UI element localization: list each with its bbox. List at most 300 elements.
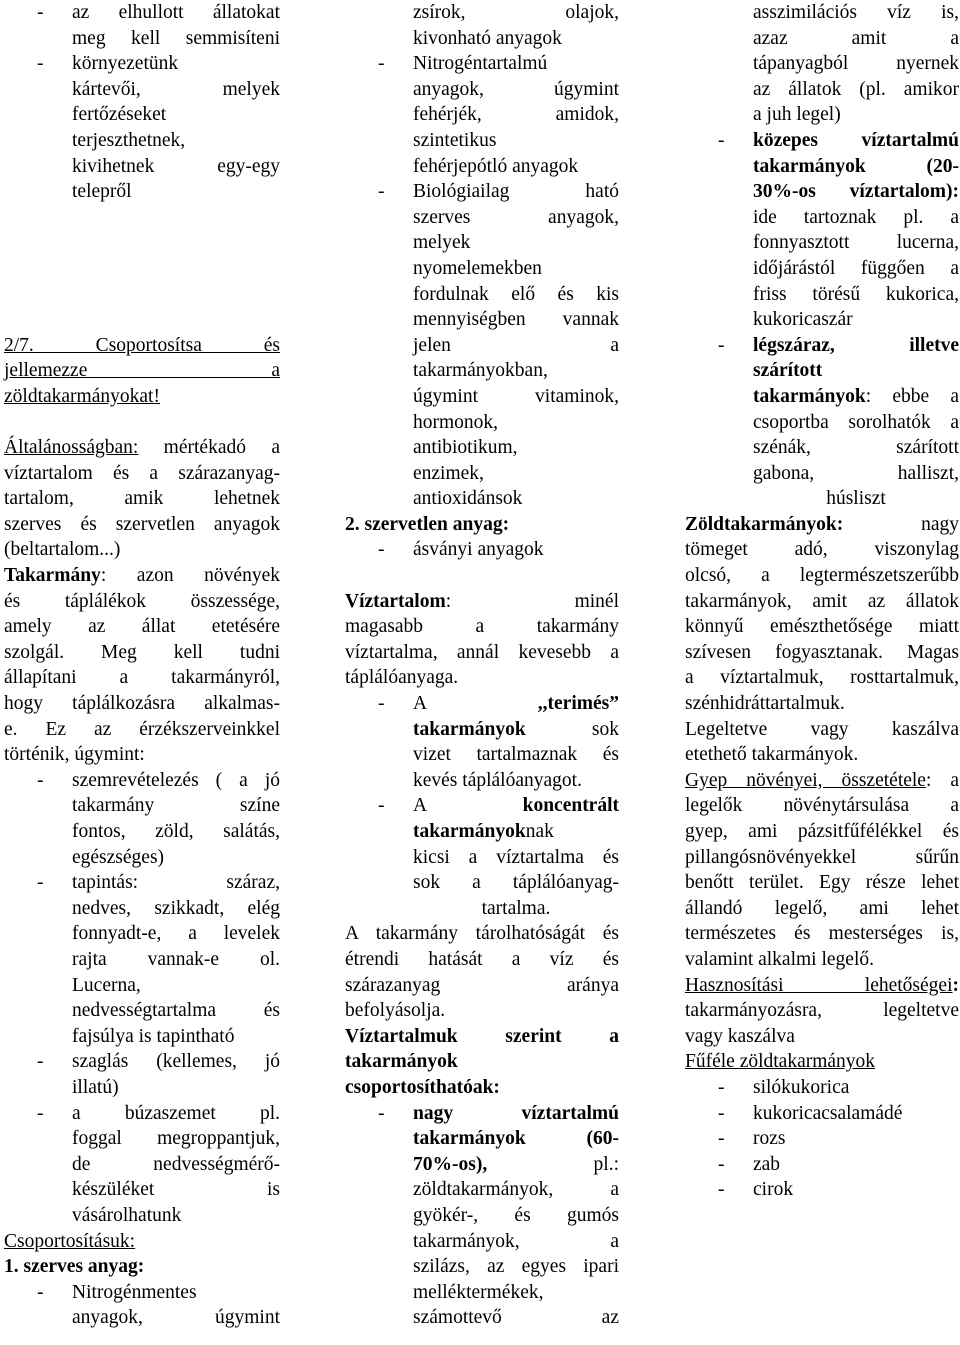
line-text: kevés táplálóanyagot.: [413, 769, 582, 791]
bullet-dash: -: [378, 181, 385, 203]
list-item-line: [685, 1101, 959, 1127]
text-line: [345, 665, 619, 691]
line-text: (beltartalom...): [4, 539, 121, 561]
text-line: [345, 435, 619, 461]
text-line: [345, 896, 619, 922]
text-line: [685, 973, 959, 999]
blank-line: [345, 563, 619, 589]
text-line: [685, 589, 959, 615]
text-line: [685, 179, 959, 205]
line-text: jelen a: [413, 334, 619, 356]
line-text: közepes víztartalmú: [753, 129, 959, 151]
line-text: fordulnak elő és kis: [413, 283, 619, 305]
line-text: tartalma.: [481, 897, 551, 919]
text-line: [685, 256, 959, 282]
line-text: Fűféle zöldtakarmányok: [685, 1051, 876, 1073]
line-text: telepről: [72, 181, 132, 203]
line-text: cirok: [753, 1179, 794, 1201]
list-item-line: [685, 1126, 959, 1152]
text-line: [4, 154, 280, 180]
line-text: zöldtakarmányokat!: [4, 385, 160, 407]
line-text: környezetünk: [72, 53, 179, 75]
bullet-dash: -: [378, 693, 385, 715]
line-text: jellemezze a: [4, 360, 280, 382]
text-line: [4, 435, 280, 461]
text-line: [4, 512, 280, 538]
line-text: zsírok, olajok,: [413, 2, 619, 23]
text-line: [685, 742, 959, 768]
line-text: takarmányok (20-: [753, 155, 959, 177]
line-text: Lucerna,: [72, 974, 141, 996]
text-line: [4, 742, 280, 768]
line-text: Hasznosítási lehetőségei:: [685, 974, 959, 996]
bullet-dash: -: [718, 1179, 725, 1201]
line-text: Csoportosításuk:: [4, 1230, 136, 1252]
line-text: silókukorica: [753, 1076, 850, 1098]
text-line: [685, 461, 959, 487]
list-item-line: [345, 537, 619, 563]
text-line: [685, 614, 959, 640]
line-text: azaz amit a: [753, 27, 959, 49]
text-line: [345, 717, 619, 743]
text-line: [345, 26, 619, 52]
line-text: 1. szerves anyag:: [4, 1256, 145, 1278]
text-line: [685, 947, 959, 973]
list-item-line: [4, 1049, 280, 1075]
line-text: enzimek,: [413, 462, 484, 484]
line-text: takarmányok: ebbe a: [753, 385, 959, 407]
line-text: rozs: [753, 1128, 786, 1150]
line-text: takarmány színe: [72, 795, 280, 817]
line-text: sok a táplálóanyag-: [413, 872, 619, 894]
list-item-line: [685, 128, 959, 154]
line-text: olcsó, a legtermészetszerűbb: [685, 565, 959, 587]
line-text: gabona, halliszt,: [753, 462, 959, 484]
line-text: fonnyadt-e, a levelek: [72, 923, 280, 945]
bullet-dash: -: [37, 769, 44, 791]
line-text: Víztartalmuk szerint a: [345, 1025, 619, 1047]
line-text: takarmányok: [345, 1051, 458, 1073]
line-text: benőtt terület. Egy része lehet: [685, 872, 959, 894]
text-line: [345, 77, 619, 103]
line-text: magasabb a takarmány: [345, 616, 619, 638]
list-item-line: [4, 1101, 280, 1127]
line-text: e. Ez az érzékszerveinkkel: [4, 718, 280, 740]
text-line: [685, 410, 959, 436]
text-line: [685, 921, 959, 947]
text-line: [4, 845, 280, 871]
bullet-dash: -: [718, 1153, 725, 1175]
text-line: [4, 1177, 280, 1203]
line-text: készüléket is: [72, 1179, 280, 1201]
line-text: meg kell semmisíteni: [72, 27, 280, 49]
bullet-dash: -: [378, 1102, 385, 1124]
text-line: [4, 793, 280, 819]
line-text: állapítani a takarmányról,: [4, 667, 280, 689]
line-text: egészséges): [72, 846, 165, 868]
text-column-left: [4, 0, 280, 1331]
text-line: [685, 282, 959, 308]
text-line: [345, 1126, 619, 1152]
line-text: fonnyasztott lucerna,: [753, 232, 959, 254]
bullet-dash: -: [37, 1051, 44, 1073]
list-item-line: [685, 1177, 959, 1203]
bullet-dash: -: [378, 53, 385, 75]
text-line: [4, 26, 280, 52]
text-line: [4, 1126, 280, 1152]
line-text: foggal megroppantjuk,: [72, 1128, 280, 1150]
line-text: Takarmány: azon növények: [4, 565, 280, 587]
text-line: [4, 819, 280, 845]
text-line: [345, 333, 619, 359]
text-line: [345, 307, 619, 333]
line-text: 2/7. Csoportosítsa és: [4, 334, 280, 356]
bullet-dash: -: [37, 53, 44, 75]
text-line: [4, 537, 280, 563]
text-line: [4, 947, 280, 973]
list-item-line: [4, 1280, 280, 1306]
line-text: takarmányok, a: [413, 1230, 619, 1252]
text-line: [685, 205, 959, 231]
text-line: [4, 1305, 280, 1331]
text-line: [685, 819, 959, 845]
line-text: fontos, zöld, salátás,: [72, 821, 280, 842]
blank-line: [4, 256, 280, 282]
line-text: vizet tartalmaznak és: [413, 744, 619, 766]
line-text: takarmányok sok: [413, 718, 619, 740]
line-text: vagy kaszálva: [685, 1025, 795, 1047]
line-text: úgymint vitaminok,: [413, 385, 619, 407]
text-line: [4, 1024, 280, 1050]
text-line: [4, 384, 280, 410]
line-text: takarmányoknak: [413, 821, 554, 842]
bullet-dash: -: [718, 1076, 725, 1098]
line-text: ásványi anyagok: [413, 539, 544, 561]
line-text: szívesen fogyasztanak. Magas: [685, 641, 959, 663]
line-text: gyep, ami pázsitfűfélékkel és: [685, 821, 959, 842]
text-line: [685, 486, 959, 512]
text-line: [4, 461, 280, 487]
line-text: A ,,terimés”: [413, 693, 619, 715]
line-text: időjárástól függően a: [753, 257, 959, 279]
text-line: [4, 998, 280, 1024]
line-text: Biológiailag ható: [413, 181, 619, 203]
text-line: [685, 1024, 959, 1050]
text-line: [685, 358, 959, 384]
line-text: nedves, szikkadt, elég: [72, 897, 280, 919]
line-text: etethető takarmányok.: [685, 744, 859, 766]
line-text: kártevői, melyek: [72, 78, 280, 100]
line-text: táplálóanyaga.: [345, 667, 459, 689]
line-text: de nedvességmérő-: [72, 1153, 280, 1175]
text-line: [345, 921, 619, 947]
text-column-right: [685, 0, 959, 1203]
bullet-dash: -: [37, 872, 44, 894]
blank-line: [4, 410, 280, 436]
line-text: állandó legelő, ami lehet: [685, 897, 959, 919]
text-line: [345, 282, 619, 308]
line-text: kicsi a víztartalma és: [413, 846, 619, 868]
line-text: takarmányok (60-: [413, 1128, 619, 1150]
bullet-dash: -: [718, 1102, 725, 1124]
list-item-line: [685, 1152, 959, 1178]
line-text: az elhullott állatokat: [72, 2, 280, 23]
line-text: szénhidráttartalmuk.: [685, 693, 845, 715]
line-text: mennyiségben vannak: [413, 309, 619, 331]
text-line: [345, 128, 619, 154]
line-text: szemrevételezés ( a jó: [72, 769, 280, 791]
text-line: [345, 742, 619, 768]
text-line: [685, 435, 959, 461]
line-text: számottevő az: [413, 1307, 619, 1329]
line-text: gyökér-, és gumós: [413, 1204, 619, 1226]
text-line: [685, 537, 959, 563]
line-text: természetes és mesterséges is,: [685, 923, 959, 945]
text-line: [345, 256, 619, 282]
line-text: légszáraz, illetve: [753, 334, 959, 356]
text-line: [685, 870, 959, 896]
line-text: szilázs, az egyes ipari: [413, 1256, 619, 1278]
line-text: történik, úgymint:: [4, 744, 145, 766]
text-line: [4, 179, 280, 205]
text-line: [685, 26, 959, 52]
text-line: [685, 512, 959, 538]
text-line: [345, 1254, 619, 1280]
line-text: szaglás (kellemes, jó: [72, 1051, 280, 1073]
text-line: [4, 77, 280, 103]
bullet-dash: -: [37, 1102, 44, 1124]
text-line: [4, 717, 280, 743]
line-text: kukoricacsalamádé: [753, 1102, 903, 1124]
line-text: A koncentrált: [413, 795, 619, 817]
bullet-dash: -: [378, 795, 385, 817]
line-text: kivihetnek egy-egy: [72, 155, 280, 177]
text-line: [4, 973, 280, 999]
line-text: szárított: [753, 360, 823, 382]
text-line: [345, 384, 619, 410]
bullet-dash: -: [37, 2, 44, 23]
text-line: [685, 563, 959, 589]
text-line: [345, 205, 619, 231]
line-text: nyomelemekben: [413, 257, 542, 279]
line-text: tartalom, amik lehetnek: [4, 488, 280, 510]
text-line: [4, 691, 280, 717]
line-text: 70%-os), pl.:: [413, 1153, 619, 1175]
text-column-middle: [345, 0, 619, 1331]
line-text: tapintás: száraz,: [72, 872, 280, 894]
text-line: [4, 665, 280, 691]
text-line: [345, 614, 619, 640]
text-line: [685, 998, 959, 1024]
text-line: [345, 973, 619, 999]
line-text: takarmányok, amit az állatok: [685, 590, 959, 612]
line-text: könnyű emészthetősége miatt: [685, 616, 959, 638]
line-text: szintetikus: [413, 129, 497, 151]
line-text: a juh legel): [753, 104, 841, 126]
line-text: friss törésű kukorica,: [753, 283, 959, 305]
line-text: étrendi hatását a víz és: [345, 948, 619, 970]
text-line: [4, 102, 280, 128]
list-item-line: [4, 768, 280, 794]
line-text: anyagok, úgymint: [72, 1307, 280, 1329]
bullet-dash: -: [718, 129, 725, 151]
bullet-dash: -: [378, 539, 385, 561]
text-line: [685, 77, 959, 103]
text-line: [685, 717, 959, 743]
line-text: hogy táplálkozásra alkalmas-: [4, 693, 280, 715]
text-line: [345, 819, 619, 845]
text-line: [345, 410, 619, 436]
text-line: [685, 307, 959, 333]
line-text: szerves és szervetlen anyagok: [4, 513, 280, 535]
text-line: [4, 1075, 280, 1101]
text-line: [685, 1049, 959, 1075]
list-item-line: [345, 1101, 619, 1127]
text-line: [345, 1177, 619, 1203]
line-text: 2. szervetlen anyag:: [345, 513, 510, 535]
list-item-line: [345, 179, 619, 205]
line-text: illatú): [72, 1076, 119, 1098]
blank-line: [4, 307, 280, 333]
text-line: [345, 1280, 619, 1306]
line-text: zab: [753, 1153, 781, 1175]
list-item-line: [345, 51, 619, 77]
text-line: [345, 589, 619, 615]
text-line: [685, 102, 959, 128]
text-line: [345, 870, 619, 896]
text-line: [4, 486, 280, 512]
text-line: [4, 1152, 280, 1178]
text-line: [345, 768, 619, 794]
line-text: takarmányozásra, legeltetve: [685, 1000, 959, 1022]
line-text: valamint alkalmi legelő.: [685, 948, 874, 970]
text-line: [685, 896, 959, 922]
text-line: [345, 1075, 619, 1101]
text-line: [4, 563, 280, 589]
text-line: [345, 947, 619, 973]
line-text: víztartalma, annál kevesebb a: [345, 641, 619, 663]
line-text: Általánosságban: mértékadó a: [4, 437, 280, 459]
text-line: [4, 614, 280, 640]
text-line: [685, 154, 959, 180]
line-text: amely az állat etetésére: [4, 616, 280, 638]
text-line: [345, 486, 619, 512]
text-line: [345, 845, 619, 871]
line-text: szolgál. Meg kell tudni: [4, 641, 280, 663]
text-line: [345, 1152, 619, 1178]
text-line: [4, 1229, 280, 1255]
line-text: nagy víztartalmú: [413, 1102, 619, 1124]
text-line: [345, 1049, 619, 1075]
line-text: 30%-os víztartalom):: [753, 181, 959, 203]
line-text: húsliszt: [826, 488, 886, 510]
text-line: [685, 230, 959, 256]
text-line: [4, 128, 280, 154]
blank-line: [4, 282, 280, 308]
line-text: antioxidánsok: [413, 488, 523, 510]
list-item-line: [4, 0, 280, 26]
line-text: melléktermékek,: [413, 1281, 544, 1303]
line-text: rajta vannak-e ol.: [72, 948, 280, 970]
line-text: fertőzéseket: [72, 104, 167, 126]
line-text: tápanyagból nyernek: [753, 53, 959, 75]
text-line: [685, 51, 959, 77]
line-text: szárazanyag aránya: [345, 974, 619, 996]
line-text: befolyásolja.: [345, 1000, 446, 1022]
text-line: [4, 896, 280, 922]
line-text: antibiotikum,: [413, 437, 518, 459]
line-text: anyagok, úgymint: [413, 78, 619, 100]
line-text: asszimilációs víz is,: [753, 2, 959, 23]
text-line: [345, 230, 619, 256]
text-line: [345, 461, 619, 487]
line-text: víztartalom és a szárazanyag-: [4, 462, 280, 484]
line-text: Gyep növényei, összetétele: a: [685, 769, 959, 791]
line-text: szénák, szárított: [753, 437, 959, 459]
text-line: [345, 1229, 619, 1255]
line-text: Zöldtakarmányok: nagy: [685, 513, 959, 535]
line-text: Nitrogénmentes: [72, 1281, 197, 1303]
line-text: kivonható anyagok: [413, 27, 562, 49]
line-text: nedvességtartalma és: [72, 1000, 280, 1022]
text-line: [345, 512, 619, 538]
text-line: [345, 1305, 619, 1331]
line-text: fajsúlya is tapintható: [72, 1025, 235, 1047]
line-text: fehérjék, amidok,: [413, 104, 619, 126]
text-line: [685, 793, 959, 819]
list-item-line: [345, 691, 619, 717]
line-text: vásárolhatunk: [72, 1204, 182, 1226]
list-item-line: [4, 51, 280, 77]
text-line: [345, 0, 619, 26]
text-line: [685, 845, 959, 871]
bullet-dash: -: [718, 334, 725, 356]
list-item-line: [685, 1075, 959, 1101]
text-line: [345, 640, 619, 666]
list-item-line: [685, 333, 959, 359]
line-text: Víztartalom: minél: [345, 590, 619, 612]
line-text: terjeszthetnek,: [72, 129, 186, 151]
line-text: a búzaszemet pl.: [72, 1102, 280, 1124]
text-line: [685, 384, 959, 410]
list-item-line: [345, 793, 619, 819]
line-text: hormonok,: [413, 411, 499, 433]
text-line: [345, 102, 619, 128]
line-text: ide tartoznak pl. a: [753, 206, 959, 228]
blank-line: [4, 205, 280, 231]
text-line: [685, 691, 959, 717]
text-line: [345, 154, 619, 180]
text-line: [4, 358, 280, 384]
text-line: [4, 333, 280, 359]
line-text: szerves anyagok,: [413, 206, 619, 228]
line-text: csoportba sorolhatók a: [753, 411, 959, 433]
text-line: [345, 1024, 619, 1050]
text-line: [4, 1203, 280, 1229]
text-line: [4, 921, 280, 947]
bullet-dash: -: [718, 1128, 725, 1150]
list-item-line: [4, 870, 280, 896]
text-line: [4, 1254, 280, 1280]
line-text: a víztartalmuk, rosttartalmuk,: [685, 667, 959, 689]
line-text: Legeltetve vagy kaszálva: [685, 718, 959, 740]
text-line: [4, 589, 280, 615]
line-text: kukoricaszár: [753, 309, 853, 331]
line-text: A takarmány tárolhatóságát és: [345, 923, 619, 945]
line-text: legelők növénytársulása a: [685, 795, 959, 817]
line-text: az állatok (pl. amikor: [753, 78, 959, 100]
text-line: [685, 640, 959, 666]
